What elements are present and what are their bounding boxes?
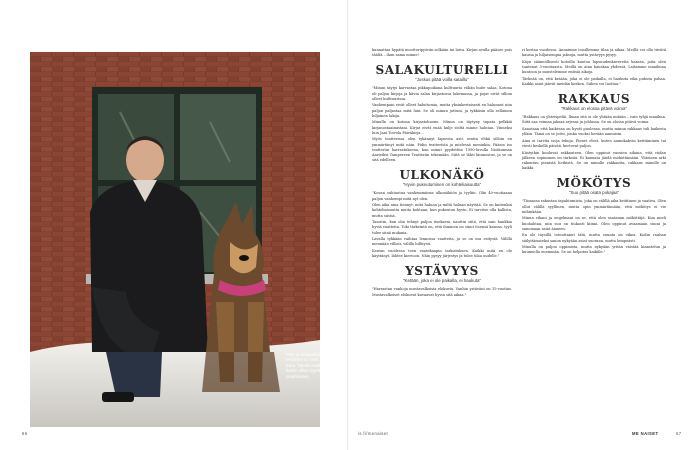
feature-photo [30, 52, 341, 427]
article-column-2 [522, 48, 666, 257]
section-heading-mokotys: MÖKÖTYS [556, 176, 632, 191]
intro-paragraph: Käyn säännöllisesti kotoilla kuutoa lapsuudenkavereita kanssa, joita olen tuntenut 3-vuotiaasta. Meillä on aina hauskaa yhdessä. Laitamme maailmaa kuntoon ja muistelemme entisiä aikoja. [522, 59, 666, 75]
body-paragraph: Myös teatterissa olen tykännyt lapsesta asti, mutta ehkä silloin en ymmärtänyt mitä näin. Pidin teatterista ja mielessä meninkin. Pääsin iso teatteriin harrastuksena, kun minut pyydettiin 1990-luvulla Nioikunnan Aarteiksi Tampereen Teatteriin tekemään. Siitä se lähti kiinnostus, ja se on sitä edelleen. [372, 137, 512, 163]
section-heading-rakkaus: RAKKAUS [557, 92, 631, 107]
body-paragraph: "Kovan suhtautua vanhemmiinsa ulkonäköön ja tyyliin. Olin 40-vuotiaana paljon vanhempi mitä nyt olen. [372, 191, 512, 201]
article-column-1 [372, 48, 512, 299]
body-paragraph: En ole täysillä toteuttanut tätä, mutta suunta on oikea. Kodin rauhan säilyttämiseksi sanon nykyään asiat suoraan, mutta lempeästi. [522, 233, 666, 243]
intro-paragraph: kunnattaa hypätä moottoripyörän selkään tai laiva. Kirjan avulla pääsee pois täältä – ihan sama minne! [372, 48, 513, 58]
page-number-left: 66 [22, 431, 28, 436]
body-paragraph: Minulla on kotona kirjastohuone. Minun on täytyny tupata pelkkiä kirjanostaaimistani. Kirjat eivät enää kulje sieltä minne halutan. Viimeksi luin Jani Toivola Päiväkirja... [372, 120, 512, 135]
body-paragraph: Sanotaan että kaikessa on hyvät puolensa, mutta minun rakkaus tuli kaikesta ylikin. Tämä on se juttu, jonka vuoksi herään aamuisin. [522, 127, 666, 137]
body-paragraph: "Harrastan vanhoja mustavalkoisia elokuvia. Vanhin ystäväni on 15-vuotias. Mustavalkoiset elokuvat kuvaavat hyvin sitä aikaa." [372, 287, 512, 297]
body-paragraph: Aina ei tarvita isoja tekoja. Pienet eleet, kuten aamukahvin keittäminen tai viesti keskellä päivää, kertovat paljon. [522, 138, 666, 148]
body-paragraph: Lavalla tykkään vaihtaa lennossa vaatteita, ja se on osa esitystä. Välillä mennään villisti, välillä hillitysti. [372, 237, 512, 247]
section-heading-ulkonako: ULKONÄKÖ [399, 168, 485, 183]
body-paragraph: Kerran vuodessa teen vaatekaapin tarkistuksen. Kaikki mitä en ole käyttänyt, lähtee kiertoon. Näin pysyy järjestys ja tulee tilaa uudelle." [372, 249, 512, 259]
body-paragraph: "Tiimassa rakastan tapahtumista, joka on välillä aika kriittinen ja vaativa. Olen ollut välillä syyllinen, mutta opin ymmärtämään, että mökötys ei vie mihinkään. [522, 199, 666, 214]
page-number-right: 67 [676, 431, 682, 436]
body-paragraph: Tasoitin, kun olin tehnyt paljon itsekseni, nauttin siitä, että sain hankkia hyviä vaatteita. Toki tärkeintä on, että ihminen on sinut itsensä kanssa, tyyli tulee siinä mukana. [372, 220, 512, 235]
photo-illustration [30, 52, 320, 427]
page-gutter [347, 0, 349, 450]
body-paragraph: "Rakkaus on yhteispeliä. Ilman sitä ei ole yhtään mitään – vain tyhjä maailma. Siitä saa voimaa jaksaa arjessa ja juhlassa. Se on elossa pitävä voima. [522, 115, 666, 125]
body-paragraph: "Minun täytyi karvastaa pikkupoikana kulttuuria vähän huite salaa. Kotona oli paljon kirjoja ja kävin salaa kirjastossa lukemassa, ja pojat eivät silloin olleet kulttuurissa. [372, 86, 512, 101]
intro-paragraph: Tärkeää on, että ketään, joka ei ole paikalla, ei haukuta eikä puhuta pahaa. Kaikki asiat jäävät meidän kesken. Siihen voi luottaa." [522, 76, 666, 86]
body-paragraph: Minun vikani ja ongelmani on se, että olen saatanan mököttäjä. Kun mieli kuohahtaa, niin suu on tiukasti kiinni. Olen oppinut avaamaan suuni ja sanomaan asiat ääneen. [522, 216, 666, 231]
section-subhead: "Joskus pitää voilla sataillu" [415, 77, 469, 83]
body-paragraph: Minulla on paljon oppimista, mutta nykyään yritän väistää kinastelun ja kuunnella enemmän. Se on helpotus kaikille." [522, 245, 666, 255]
photo-caption: Pete ja catrapoliisikoira Apila. Pechrenl on mieli, vaimo ja koira. Tämän mukken kanssa hamm alkan kyyhkis ja omahkoinen. [286, 352, 341, 379]
footer-magazine-name: ME NAISET [632, 431, 659, 436]
section-heading-ystavyys: YSTÄVYYS [405, 264, 479, 279]
section-subhead: "Suu pitää osata pukajaa" [568, 190, 620, 196]
section-subhead: "Hyvin pukeutuminen on kohteliaisuutta" [402, 182, 482, 188]
intro-paragraph: ri kertaa vuodessa. Annamme toisillemme tilaa ja aikaa. Meillä voi olla tiiviitä kausia ja hiljaisempia jaksoja, mutta ystävyys pysyy. [522, 48, 666, 58]
body-paragraph: Vanhempani eivät olleet haluttomia, mutta yksinkertaisesti en halunnut niin paljon paljastaa mitä luin. Se oli minun juttuni, ja tykkäsin olla sellainen hiljainen lukija. [372, 103, 512, 118]
section-subhead: "Ketään, joka ei ole paikalla, ei haukuta" [402, 278, 482, 284]
section-subhead: "Rakkaus on elossa pitävä voima" [560, 106, 628, 112]
body-paragraph: Kiistytkin kuuluvat rakkauteen. Olen oppinut vuosien aikana, että riidan jälkeen sopiminen on tärkeää. Ei kannata jäädä mököttämään. Yhteinen arki rakentuu pienistä hetkistä. Se on minulle rakkautta, rakkaus minulle on kaikki. [522, 150, 666, 171]
footer-url: is.fi/menaiset [358, 431, 389, 436]
body-paragraph: Olen aika aina tiennyt, mitä haluan ja miltä haluan näyttää. Se on kuitenkin kohteliaisuutta muita kohtaan, kun pukeutuu hyvin. Ei tarvitse olla kallista, mutta siistiä. [372, 203, 512, 218]
section-heading-salakulturelli: SALAKULTURELLI [375, 63, 509, 78]
